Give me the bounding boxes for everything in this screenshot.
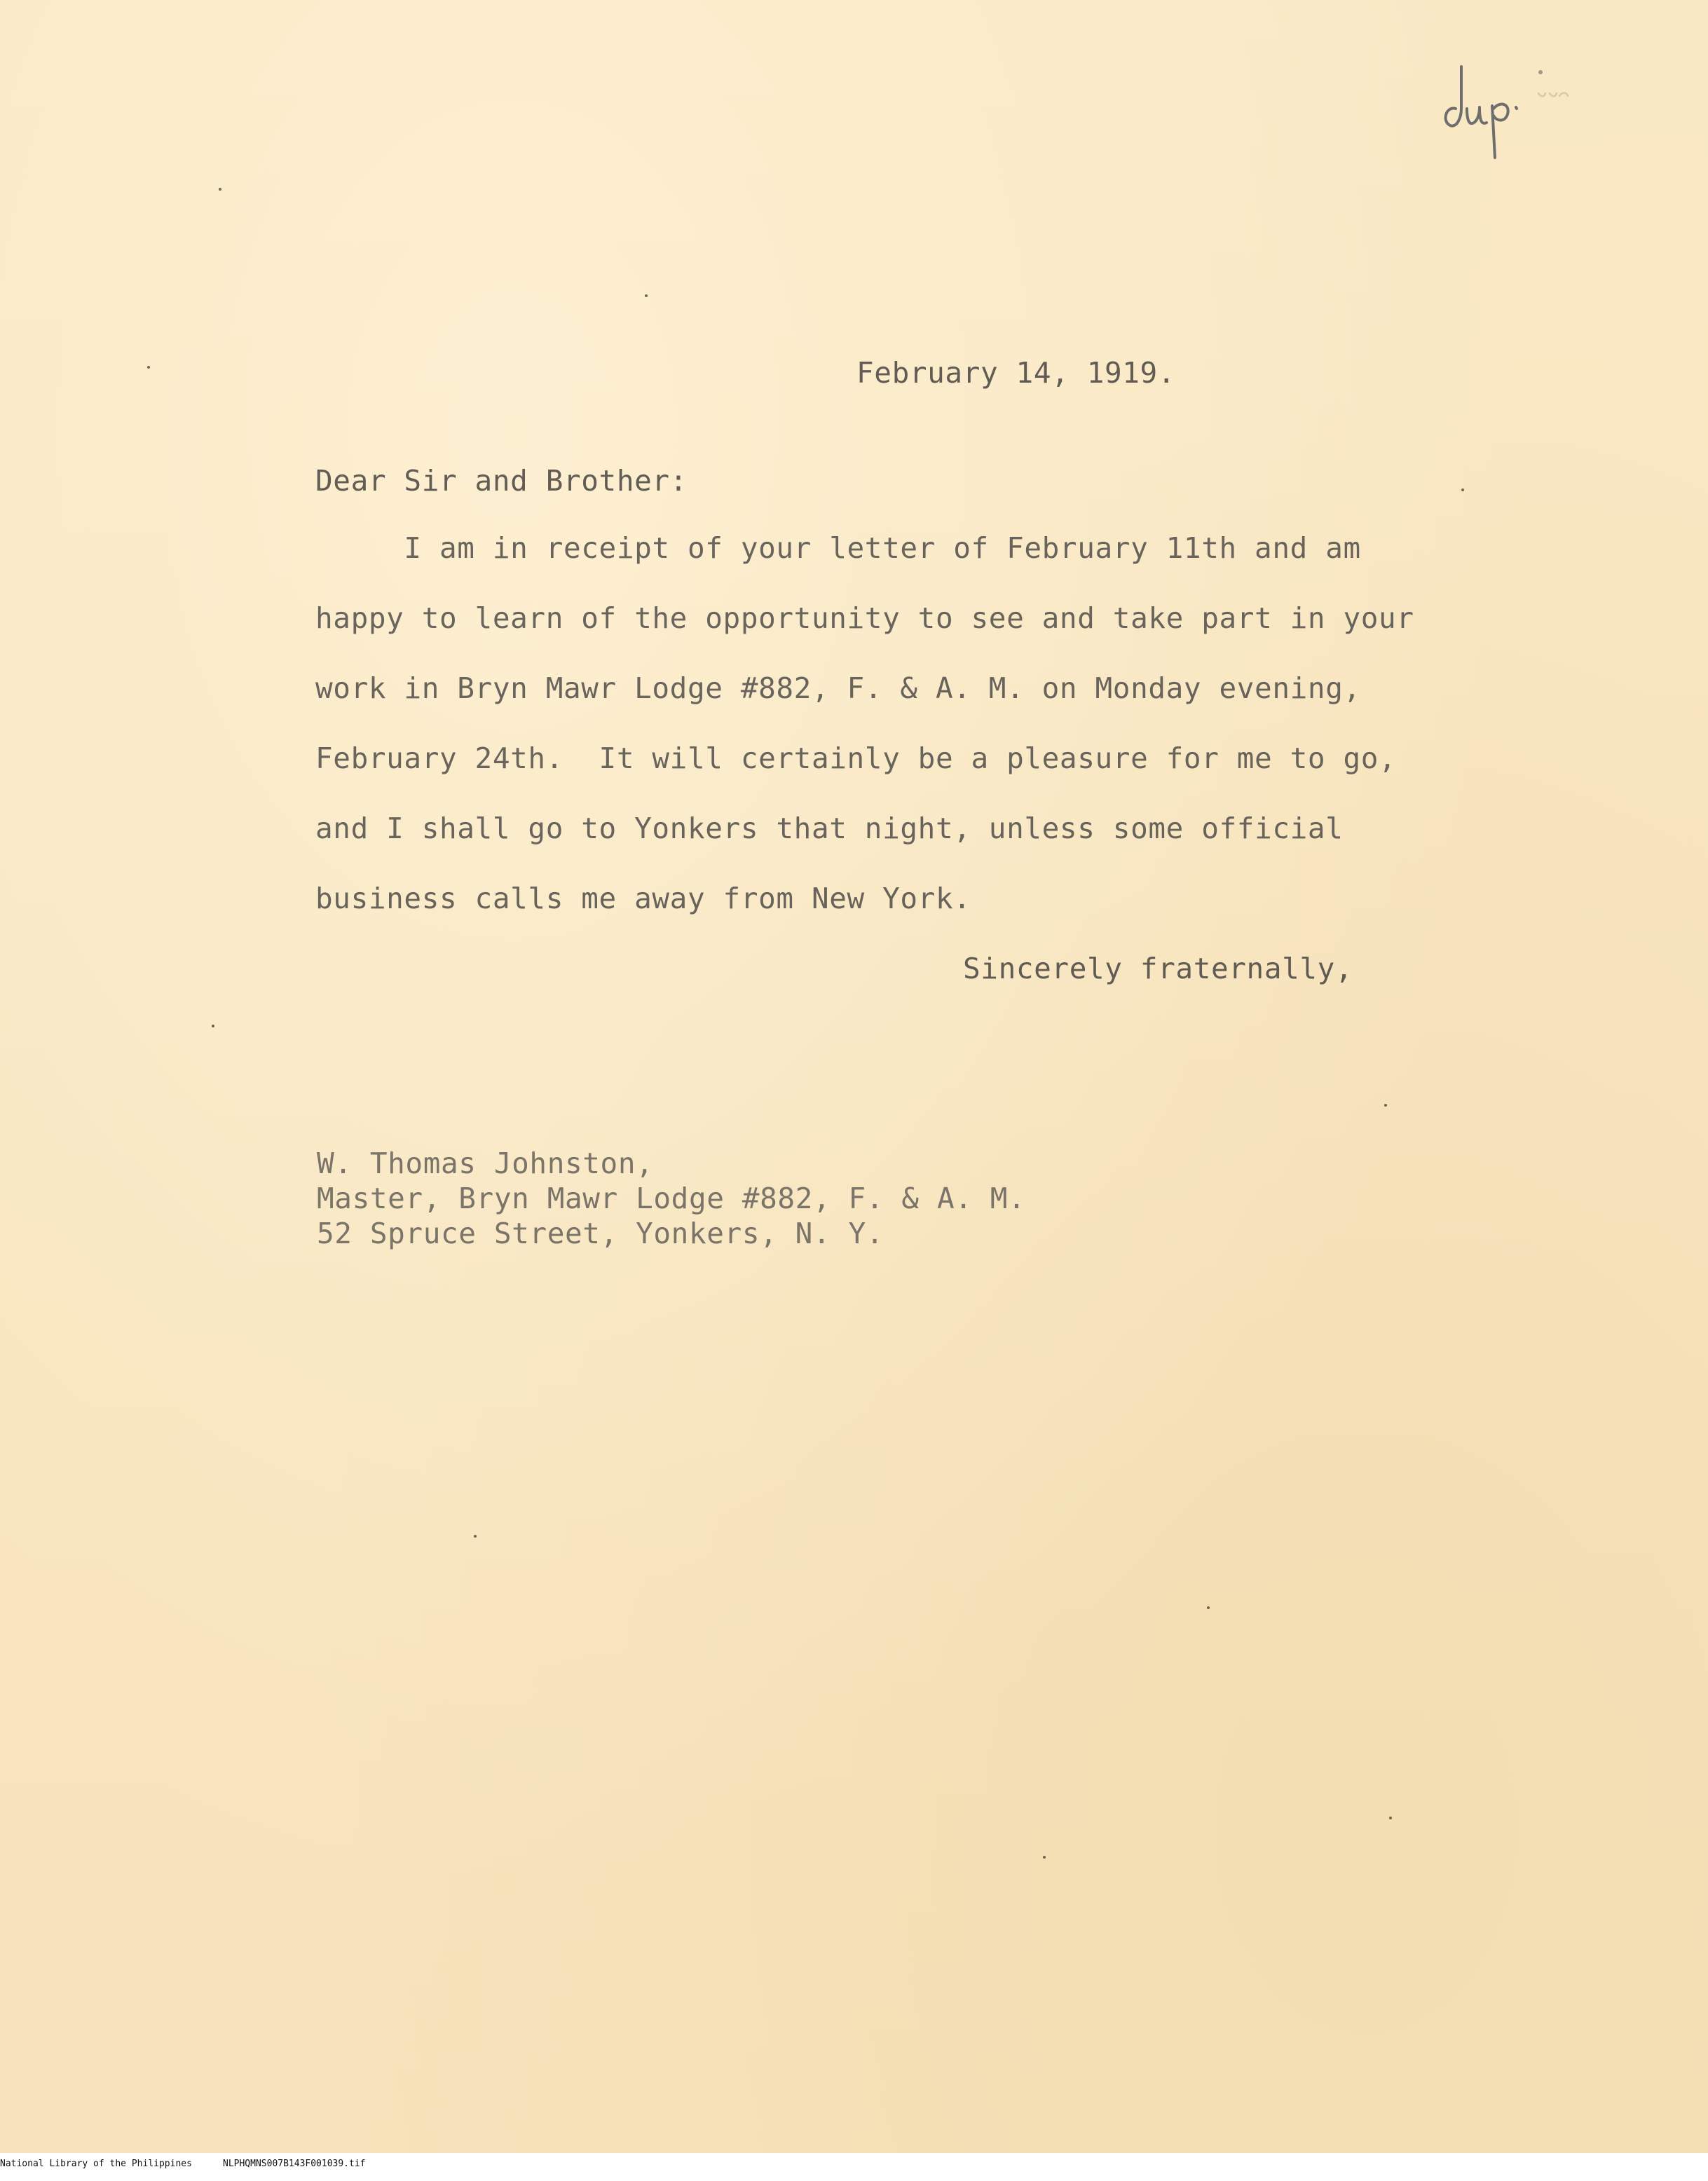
paper-speck xyxy=(212,1025,214,1027)
paper-speck xyxy=(1207,1606,1210,1609)
recipient-address: 52 Spruce Street, Yonkers, N. Y. xyxy=(317,1217,884,1250)
letter-date: February 14, 1919. xyxy=(856,356,1176,390)
recipient-title: Master, Bryn Mawr Lodge #882, F. & A. M. xyxy=(317,1182,1026,1215)
letter-body-line: I am in receipt of your letter of February 11th and am xyxy=(315,531,1361,565)
paper-speck xyxy=(645,294,648,297)
letter-body-line: work in Bryn Mawr Lodge #882, F. & A. M. on Monday evening, xyxy=(315,671,1361,705)
handwritten-dup-annotation xyxy=(1433,39,1573,172)
letter-salutation: Dear Sir and Brother: xyxy=(315,464,688,498)
recipient-name: W. Thomas Johnston, xyxy=(317,1147,654,1180)
paper-speck xyxy=(1461,488,1464,491)
letter-closing: Sincerely fraternally, xyxy=(963,952,1353,985)
footer-file-name: NLPHQMNS007B143F001039.tif xyxy=(223,2159,366,2169)
paper-speck xyxy=(147,366,150,369)
letter-body-line: and I shall go to Yonkers that night, unless some official xyxy=(315,812,1344,845)
paper-speck xyxy=(1384,1104,1387,1107)
letter-body-line: happy to learn of the opportunity to see and take part in your xyxy=(315,601,1414,635)
paper-speck xyxy=(219,188,221,191)
letter-body-line: business calls me away from New York. xyxy=(315,882,971,915)
paper-speck xyxy=(1043,1856,1046,1859)
paper-speck xyxy=(474,1535,477,1538)
letter-body-line: February 24th. It will certainly be a pleasure for me to go, xyxy=(315,741,1397,775)
footer-institution: National Library of the Philippines xyxy=(0,2159,192,2169)
paper-speck xyxy=(1389,1817,1392,1819)
